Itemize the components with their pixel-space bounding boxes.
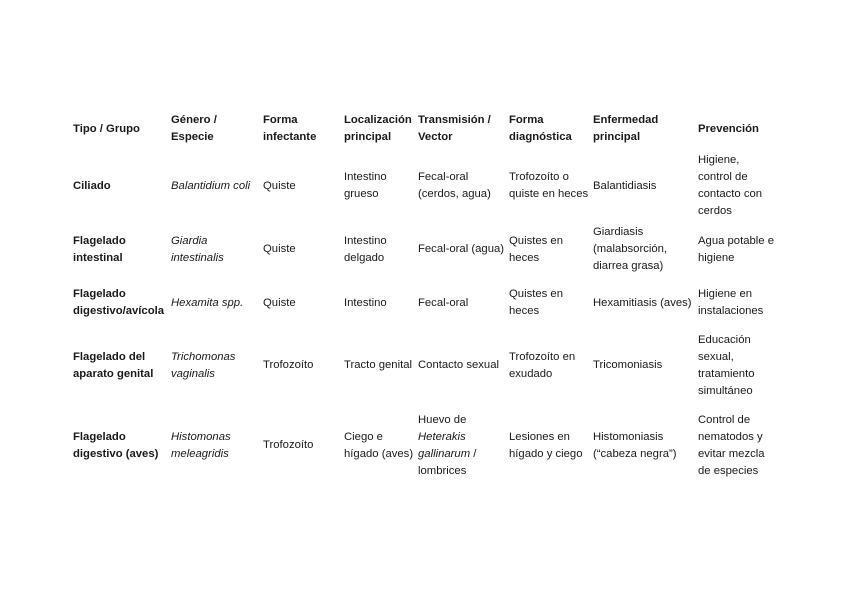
cell-localizacion: Intestino delgado xyxy=(344,234,387,264)
cell-grupo: Flagelado digestivo (aves) xyxy=(73,430,159,460)
table-body xyxy=(70,150,776,489)
cell-forma-diagnostica: Trofozoíto o quiste en heces xyxy=(509,171,589,200)
cell-localizacion: Ciego e hígado (aves) xyxy=(344,430,414,460)
cell-prevencion: Control de nematodos y evitar mezcla de especies xyxy=(698,413,765,477)
cell-transmision xyxy=(415,402,506,489)
cell-forma-infectante: Quiste xyxy=(263,179,296,192)
transmision-text: / lombrices xyxy=(418,447,477,477)
parasite-table xyxy=(70,108,776,489)
cell-enfermedad: Giardiasis (malabsorción, diarrea grasa) xyxy=(593,226,668,272)
transmision-text: Huevo de xyxy=(418,413,467,426)
cell-especie: Hexamita spp. xyxy=(171,296,244,309)
cell-forma-diagnostica: Trofozoíto en exudado xyxy=(509,350,576,380)
cell-grupo: Flagelado del aparato genital xyxy=(73,350,154,380)
header-forma-diagnostica: Forma diagnóstica xyxy=(509,114,572,143)
cell-forma-diagnostica: Lesiones en hígado y ciego xyxy=(509,430,583,460)
cell-prevencion: Educación sexual, tratamiento simultáneo xyxy=(698,333,755,397)
header-localizacion: Localización principal xyxy=(344,114,412,143)
header-transmision: Transmisión / Vector xyxy=(418,114,491,143)
cell-transmision: Fecal-oral xyxy=(418,296,469,309)
cell-grupo: Flagelado digestivo/avícola xyxy=(73,288,165,317)
header-row xyxy=(70,108,776,150)
cell-forma-infectante: Quiste xyxy=(263,243,296,255)
cell-localizacion: Intestino grueso xyxy=(344,171,387,200)
cell-grupo: Flagelado intestinal xyxy=(73,234,126,264)
header-tipo-grupo: Tipo / Grupo xyxy=(73,122,140,135)
cell-enfermedad: Tricomoniasis xyxy=(593,359,663,371)
cell-transmision: Fecal-oral (agua) xyxy=(418,243,505,255)
table-row xyxy=(70,222,776,277)
cell-transmision: Fecal-oral (cerdos, agua) xyxy=(418,171,491,200)
cell-especie: Balantidium coli xyxy=(171,179,251,192)
cell-prevencion: Higiene en instalaciones xyxy=(698,288,764,317)
cell-especie: Trichomonas vaginalis xyxy=(171,350,236,380)
cell-forma-infectante: Trofozoíto xyxy=(263,439,314,451)
table-row xyxy=(70,150,776,222)
header-forma-infectante: Forma infectante xyxy=(263,114,317,143)
cell-especie: Giardia intestinalis xyxy=(171,234,224,264)
cell-forma-infectante: Trofozoíto xyxy=(263,359,314,371)
table-row xyxy=(70,402,776,489)
transmision-species: Heterakis gallinarum xyxy=(418,430,471,460)
table-header xyxy=(70,108,776,150)
cell-transmision: Contacto sexual xyxy=(418,359,500,371)
table-row xyxy=(70,329,776,402)
cell-forma-diagnostica: Quistes en heces xyxy=(509,234,564,264)
cell-enfermedad: Histomoniasis (“cabeza negra”) xyxy=(593,430,677,460)
header-enfermedad: Enfermedad principal xyxy=(593,114,659,143)
cell-grupo: Ciliado xyxy=(73,179,111,192)
cell-enfermedad: Balantidiasis xyxy=(593,179,657,192)
cell-enfermedad: Hexamitiasis (aves) xyxy=(593,296,692,309)
header-genero-especie: Género / Especie xyxy=(171,114,217,143)
cell-especie: Histomonas meleagridis xyxy=(171,430,231,460)
cell-prevencion: Agua potable e higiene xyxy=(698,234,775,264)
cell-localizacion: Tracto genital xyxy=(344,359,413,371)
table-row xyxy=(70,277,776,329)
cell-prevencion: Higiene, control de contacto con cerdos xyxy=(698,154,763,217)
cell-localizacion: Intestino xyxy=(344,296,387,309)
cell-forma-infectante: Quiste xyxy=(263,296,296,309)
header-prevencion: Prevención xyxy=(698,122,759,135)
cell-forma-diagnostica: Quistes en heces xyxy=(509,288,564,317)
